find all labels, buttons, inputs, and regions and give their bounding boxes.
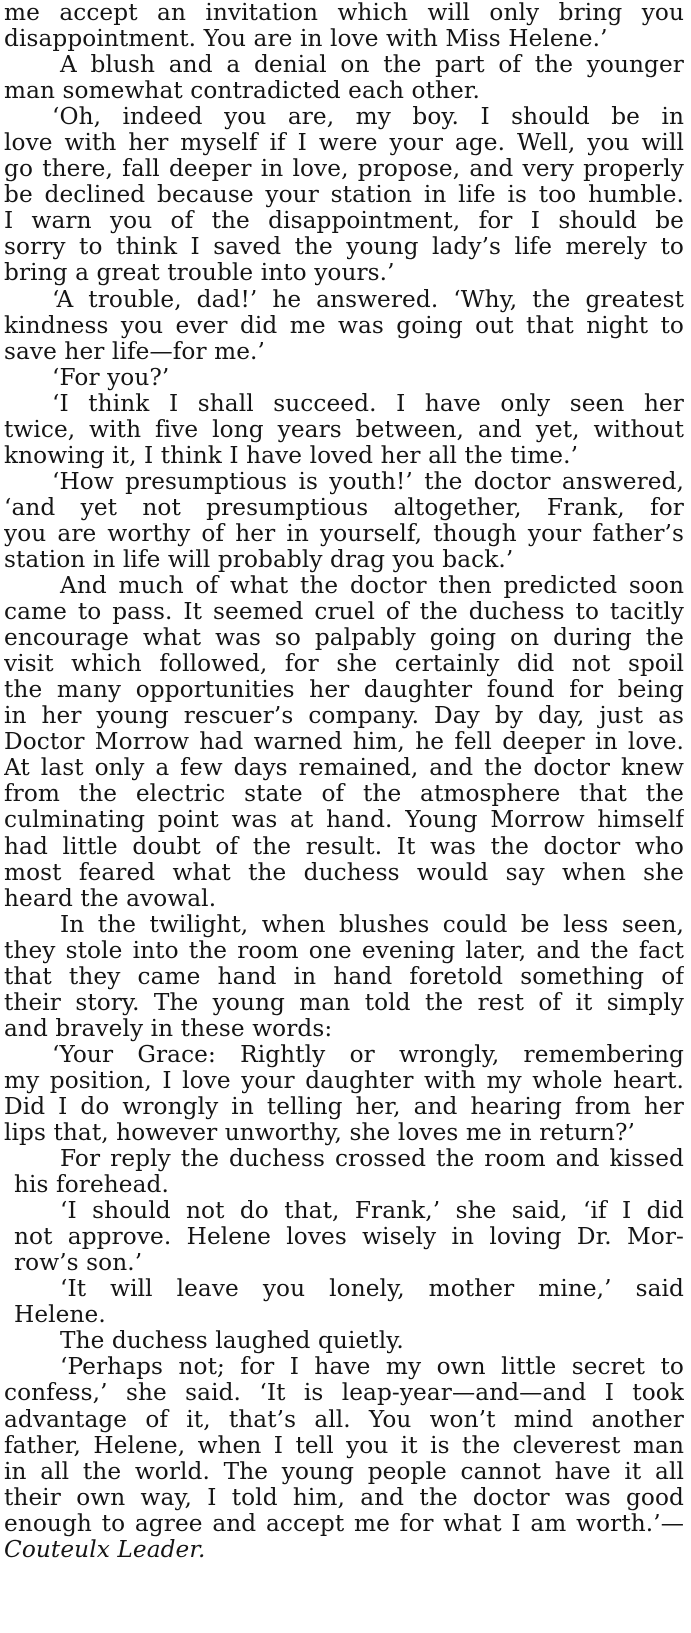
text-line: visit which followed, for she certainly did not spoil: [4, 650, 684, 678]
text-line: And much of what the doctor then predicted soon: [60, 572, 684, 600]
text-line: twice, with five long years between, and yet, without: [4, 415, 684, 443]
text-line: ‘I think I shall succeed. I have only seen her: [52, 389, 684, 417]
text-line: Did I do wrongly in telling her, and hearing from her: [4, 1092, 684, 1120]
text-line: ‘How presumptious is youth!’ the doctor answered,: [52, 467, 684, 495]
text-line: ‘A trouble, dad!’ he answered. ‘Why, the greatest: [52, 285, 684, 313]
text-line: At last only a few days remained, and the doctor knew: [4, 754, 684, 782]
text-line: they stole into the room one evening later, and the fact: [4, 936, 684, 964]
text-line: bring a great trouble into yours.’: [4, 259, 395, 287]
text-line: ‘For you?’: [52, 363, 170, 391]
text-line: be declined because your station in life is too humble.: [4, 181, 684, 209]
text-line: came to pass. It seemed cruel of the duchess to tacitly: [4, 598, 684, 626]
text-line: The duchess laughed quietly.: [60, 1327, 404, 1355]
text-line: Doctor Morrow had warned him, he fell deeper in love.: [4, 728, 684, 756]
text-line: my position, I love your daughter with my whole heart.: [4, 1066, 684, 1094]
text-line: you are worthy of her in yourself, though your father’s: [4, 519, 684, 547]
text-line: lips that, however unworthy, she loves me in return?’: [4, 1119, 635, 1147]
text-line: I warn you of the disappointment, for I should be: [4, 207, 684, 235]
text-line: ‘and yet not presumptious altogether, Frank, for: [4, 493, 684, 521]
text-line: heard the avowal.: [4, 884, 217, 912]
text-line: station in life will probably drag you back.’: [4, 545, 514, 573]
text-line: go there, fall deeper in love, propose, and very properly: [4, 155, 684, 183]
text-line: love with her myself if I were your age. Well, you will: [4, 129, 684, 157]
text-line: save her life—for me.’: [4, 337, 265, 365]
text-line: ‘Oh, indeed you are, my boy. I should be in: [52, 103, 684, 131]
text-line: had little doubt of the result. It was the doctor who: [4, 832, 684, 860]
text-line: in her young rescuer’s company. Day by day, just as: [4, 702, 684, 730]
page-text: [4, 0, 684, 1633]
text-line: his forehead.: [14, 1171, 169, 1199]
text-line: row’s son.’: [14, 1249, 143, 1277]
text-line: in all the world. The young people cannot have it all: [4, 1457, 684, 1485]
text-line: disappointment. You are in love with Miss Helene.’: [4, 25, 608, 53]
source-attribution: Couteulx Leader.: [4, 1535, 206, 1563]
text-line: their story. The young man told the rest of it simply: [4, 988, 684, 1016]
text-line: kindness you ever did me was going out that night to: [4, 311, 684, 339]
text-line: ‘I should not do that, Frank,’ she said, ‘if I did: [60, 1197, 684, 1225]
text-line: sorry to think I saved the young lady’s life merely to: [4, 233, 684, 261]
text-line: their own way, I told him, and the doctor was good: [4, 1483, 684, 1511]
text-line: enough to agree and accept me for what I am worth.’—: [4, 1509, 684, 1537]
text-line: ‘Perhaps not; for I have my own little secret to: [60, 1353, 684, 1381]
text-line: man somewhat contradicted each other.: [4, 77, 480, 105]
text-line: and bravely in these words:: [4, 1014, 333, 1042]
text-line: advantage of it, that’s all. You won’t mind another: [4, 1405, 684, 1433]
text-line: For reply the duchess crossed the room and kissed: [60, 1145, 684, 1173]
text-line: from the electric state of the atmosphere that the: [4, 780, 684, 808]
text-line: culminating point was at hand. Young Morrow himself: [4, 806, 684, 834]
text-line: not approve. Helene loves wisely in loving Dr. Mor-: [14, 1223, 684, 1251]
text-line: In the twilight, when blushes could be less seen,: [60, 910, 684, 938]
text-line: confess,’ she said. ‘It is leap-year—and—and I took: [4, 1379, 684, 1407]
text-line: ‘Your Grace: Rightly or wrongly, remembering: [52, 1040, 684, 1068]
text-line: father, Helene, when I tell you it is the cleverest man: [4, 1431, 684, 1459]
text-line: A blush and a denial on the part of the younger: [60, 51, 684, 79]
text-line: the many opportunities her daughter found for being: [4, 676, 684, 704]
text-line: ‘It will leave you lonely, mother mine,’ said: [60, 1275, 684, 1303]
text-line: most feared what the duchess would say when she: [4, 858, 684, 886]
text-line: encourage what was so palpably going on during the: [4, 624, 684, 652]
text-line: Helene.: [14, 1301, 106, 1329]
text-line: that they came hand in hand foretold something of: [4, 962, 684, 990]
text-line: knowing it, I think I have loved her all the time.’: [4, 441, 579, 469]
text-line: me accept an invitation which will only bring you: [4, 0, 684, 26]
